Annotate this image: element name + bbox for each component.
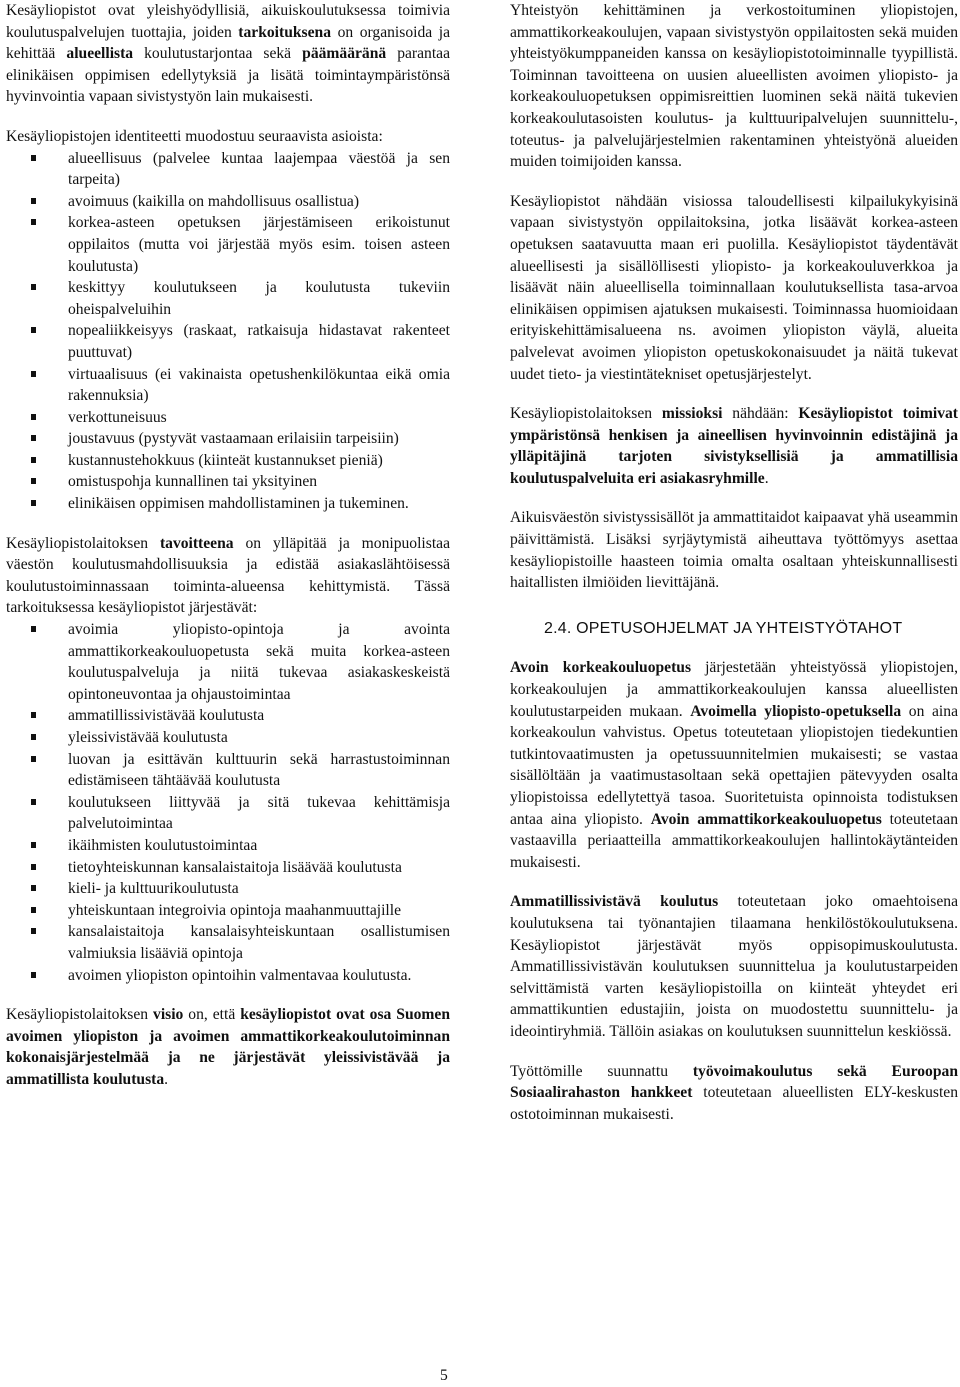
bullet-square-icon <box>31 864 36 870</box>
text: . <box>164 1070 169 1088</box>
list-item <box>6 835 450 857</box>
bullet-square-icon <box>31 972 36 978</box>
text: . <box>764 469 769 487</box>
list-item-text: alueellisuus (palvelee kuntaa laajempaa väestöä ja sen tarpeita) <box>68 149 450 189</box>
bullet-square-icon <box>31 734 36 740</box>
list-item <box>6 493 450 515</box>
bold-text: Kesäyliopistot toimivat ympäristönsä henkisen ja aineellisen hyvinvoinnin edistäjinä ja ylläpitäjinä tarjoten sivistyksellisiä ja ammatillisia koulutuspalveluita eri asiakasryhmille <box>510 405 958 487</box>
list-item <box>6 619 450 705</box>
list-item <box>6 364 450 407</box>
identity-list <box>6 148 450 515</box>
bullet-square-icon <box>31 500 36 506</box>
text: toteutetaan joko omaehtoisena koulutuksena tai työnantajien tilaamana henkilöstökoulutuksena. Kesäyliopistot järjestävät myös oppisopimuskoulutusta. Ammatillissivistävän koulutuksen suunnittelua ja koulutustarpeiden selvittämistä varten kesäyliopistoilla on kiinteät yhteydet eri ammattikuntien edustajiin, joista on muodostettu suunnittelu- ja ideointiryhmiä. Tällöin asiakas on koulutuksen suunnittelun keskiössä. <box>510 893 958 1040</box>
list-item <box>6 191 450 213</box>
list-item-text: joustavuus (pystyvät vastaamaan erilaisiin tarpeisiin) <box>68 430 399 448</box>
bullet-square-icon <box>31 327 36 333</box>
list-item-text: kansalaistaitoja kansalaisyhteiskuntaan osallistumisen valmiuksia lisääviä opintoja <box>68 923 450 962</box>
text: on organisoida ja kehittää <box>6 23 450 63</box>
list-item-text: ikäihmisten koulutustoimintaa <box>68 836 258 854</box>
paragraph-vocational <box>510 891 958 1042</box>
bold-text: tavoitteena <box>159 534 234 552</box>
paragraph-intro <box>6 0 450 108</box>
list-item-text: yhteiskuntaan integroivia opintoja maahanmuuttajille <box>68 901 402 919</box>
bullet-square-icon <box>31 907 36 913</box>
paragraph-open-university <box>510 657 958 873</box>
bold-text: päämääränä <box>302 45 387 63</box>
list-item <box>6 878 450 900</box>
bold-text: Avoin ammattikorkeakouluopetus <box>650 810 882 828</box>
paragraph-mission <box>510 403 958 489</box>
bold-text: visio <box>153 1006 184 1024</box>
list-item <box>6 792 450 835</box>
text: toteutetaan vastaavilla periaatteilla ammattikorkeakoulujen hallintokäytänteiden mukaisesti. <box>510 810 958 871</box>
paragraph-labour-training <box>510 1061 958 1126</box>
text: nähdään: <box>722 405 799 423</box>
text: toteutetaan alueellisten ELY-keskusten ostotoiminnan mukaisesti. <box>510 1084 959 1123</box>
list-item-text: ammatillissivistävää koulutusta <box>68 707 265 725</box>
bullet-square-icon <box>31 885 36 891</box>
list-item <box>6 471 450 493</box>
list-item-text: nopealiikkeisyys (raskaat, ratkaisuja hidastavat rakenteet puuttuvat) <box>68 322 450 361</box>
page-number: 5 <box>440 1367 448 1384</box>
bullet-square-icon <box>31 799 36 805</box>
text: Kesäyliopistolaitoksen <box>6 1006 154 1024</box>
bullet-square-icon <box>31 626 36 632</box>
bold-text: kesäyliopistot ovat osa Suomen avoimen yliopiston ja avoimen ammattikorkeakoulutoiminnan kokonaisjärjestelmää ja ne järjestävät yleissivistävää ja ammatillista koulutusta <box>6 1006 450 1088</box>
text: Kesäyliopistolaitoksen <box>6 534 160 552</box>
bold-text: Ammatillissivistävä koulutus <box>510 893 719 911</box>
list-item-text: avoimuus (kaikilla on mahdollisuus osallistua) <box>68 192 360 210</box>
bullet-square-icon <box>31 712 36 718</box>
paragraph-goal <box>6 533 450 619</box>
list-item-text: virtuaalisuus (ei vakinaista opetushenkilökuntaa eikä omia rakennuksia) <box>68 365 450 405</box>
list-item <box>6 148 450 191</box>
list-item-text: kustannustehokkuus (kiinteät kustannukset pieniä) <box>68 451 383 469</box>
bullet-square-icon <box>31 457 36 463</box>
bullet-square-icon <box>31 435 36 441</box>
bold-text: missioksi <box>661 405 723 423</box>
text: Kesäyliopistolaitoksen <box>510 405 662 423</box>
list-item-text: kieli- ja kulttuurikoulutusta <box>68 880 239 898</box>
list-item-text: elinikäisen oppimisen mahdollistaminen ja tukeminen. <box>68 495 409 513</box>
list-item <box>6 428 450 450</box>
list-item <box>6 277 450 320</box>
list-item <box>6 705 450 727</box>
list-item <box>6 320 450 363</box>
bullet-square-icon <box>31 928 36 934</box>
paragraph-cooperation: Yhteistyön kehittäminen ja verkostoituminen yliopistojen, ammattikorkeakoulujen, vapaan sivistystyön oppilaitosten sekä muiden yhteistyökumppaneiden kanssa on kesäyliopistotoiminnalle tyypillistä. Toiminnan tavoitteena on uusien alueellisten avoimen yliopisto- ja korkeakouluopetuksen oppimisreittien luominen sekä näitä tukevien korkeakoulutasoisten koulutus- ja kulttuuripalvelujen suunnittelu-, toteutus- ja palvelujärjestelmien rakentaminen yhteistyönä alueiden muiden toimijoiden kanssa. <box>510 2 958 171</box>
bullet-square-icon <box>31 155 36 161</box>
bold-text: työvoimakoulutus sekä Euroopan Sosiaalirahaston hankkeet <box>510 1062 958 1102</box>
bold-text: Avoin korkeakouluopetus <box>510 659 692 677</box>
paragraph-identity: Kesäyliopistojen identiteetti muodostuu seuraavista asioista: <box>6 127 383 145</box>
bullet-square-icon <box>31 842 36 848</box>
paragraph-competitiveness: Kesäyliopistot nähdään visiossa taloudellisesti kilpailukykyisinä vapaan sivistystyön oppilaitoksina, jotka lisäävät korkea-asteen opetuksen saatavuutta maan eri puolilla. Kesäyliopistot täydentävät alueellisesti ja sisällöllisesti yliopisto- ja korkeakouluverkkoa ja lisäävät näin alueellisella toiminnallaan koulutuksellista tasa-arvoa elinikäisen oppimisen ajatuksen mukaisesti. Toiminnassa huomioidaan erityiskehittämisalueena ns. avoimen yliopiston väylä, alueita palvelevat avoimen yliopiston opetuskokonaisuudet ja näitä tukevat uudet tieto- ja viestintätekniset opetusjärjestelyt. <box>510 192 958 383</box>
bullet-square-icon <box>31 219 36 225</box>
bullet-square-icon <box>31 371 36 377</box>
list-item-text: verkottuneisuus <box>68 408 167 426</box>
list-item-text: luovan ja esittävän kulttuurin sekä harrastustoiminnan edistämiseen tähtäävää koulutusta <box>68 750 450 790</box>
bullet-square-icon <box>31 414 36 420</box>
list-item <box>6 965 450 987</box>
list-item <box>6 900 450 922</box>
activities-list <box>6 619 450 986</box>
paragraph-vision <box>6 1004 450 1090</box>
text: on aina korkeakoulun vahvistus. Opetus toteutetaan yliopistojen tiedekuntien tutkintovaatimusten ja opetussuunnitelmien mukaisesti; se vastaa sisällöltään ja vaatimustasoltaan sekä opettajien pätevyyden osalta yliopistoissa edellytettyä tasoa. Suoritetuista opinnoista todistuksen antaa aina yliopisto. <box>510 702 958 828</box>
list-item <box>6 749 450 792</box>
list-item <box>6 407 450 429</box>
list-item <box>6 727 450 749</box>
text: on, että <box>183 1006 241 1024</box>
paragraph-adult-education: Aikuisväestön sivistyssisällöt ja ammattitaidot kaipaavat yhä useammin päivittämistä. Lisäksi syrjäytymistä aiheuttava työttömyys asettaa kesäyliopistoille haasteen toimia omalta osaltaan yhteiskunnallisesti haitallisten ilmiöiden lievittäjänä. <box>510 509 958 592</box>
bold-text: alueellista <box>66 45 134 63</box>
list-item-text: avoimen yliopiston opintoihin valmentavaa koulutusta. <box>68 966 412 984</box>
text: koulutustarjontaa sekä <box>133 45 303 63</box>
list-item-text: avoimia yliopisto-opintoja ja avointa ammattikorkeakouluopetusta sekä muita korkea-asteen koulutuspalveluja ja niitä tukevaa asiakaskeskeistä opintoneuvontaa ja ohjaustoimintaa <box>68 621 450 703</box>
section-heading: 2.4. OPETUSOHJELMAT JA YHTEISTYÖTAHOT <box>544 619 903 637</box>
text: järjestetään yhteistyössä yliopistojen, korkeakoulujen ja ammattikorkeakoulujen kanssa alueellisten koulutustarpeiden mukaan. <box>510 659 958 720</box>
text: Työttömille suunnattu <box>510 1062 693 1080</box>
text: Kesäyliopistot ovat yleishyödyllisiä, aikuiskoulutuksessa toimivia koulutuspalvelujen tuottajia, joiden <box>6 2 450 41</box>
list-item <box>6 450 450 472</box>
list-item <box>6 921 450 964</box>
list-item-text: korkea-asteen opetuksen järjestämiseen erikoistunut oppilaitos (mutta voi järjestää myös esim. toisen asteen koulutusta) <box>68 214 450 275</box>
left-column <box>6 0 450 1109</box>
list-item-text: omistuspohja kunnallinen tai yksityinen <box>68 473 318 491</box>
right-column <box>510 0 958 1143</box>
list-item-text: keskittyy koulutukseen ja koulutusta tukeviin oheispalveluihin <box>68 279 450 318</box>
bold-text: Avoimella yliopisto-opetuksella <box>690 702 902 720</box>
bullet-square-icon <box>31 756 36 762</box>
list-item <box>6 212 450 277</box>
text: parantaa elinikäisen oppimisen edellytyksiä ja lisätä toimintaympäristönsä hyvinvointia vapaan sivistystyön lain mukaisesti. <box>6 45 451 106</box>
list-item-text: yleissivistävää koulutusta <box>68 729 228 746</box>
bullet-square-icon <box>31 198 36 204</box>
list-item <box>6 857 450 879</box>
list-item-text: tietoyhteiskunnan kansalaistaitoja lisäävää koulutusta <box>68 858 402 876</box>
list-item-text: koulutukseen liittyvää ja sitä tukevaa kehittämisja palvelutoimintaa <box>68 793 450 833</box>
text: on ylläpitää ja monipuolistaa väestön koulutusmahdollisuuksia ja edistää asiakaslähtöisessä koulutustoiminnassaan toiminta-alueensa kehittymistä. Tässä tarkoituksessa kesäyliopistot järjestävät: <box>6 534 450 617</box>
bold-text: tarkoituksena <box>238 23 332 41</box>
bullet-square-icon <box>31 284 36 290</box>
bullet-square-icon <box>31 478 36 484</box>
